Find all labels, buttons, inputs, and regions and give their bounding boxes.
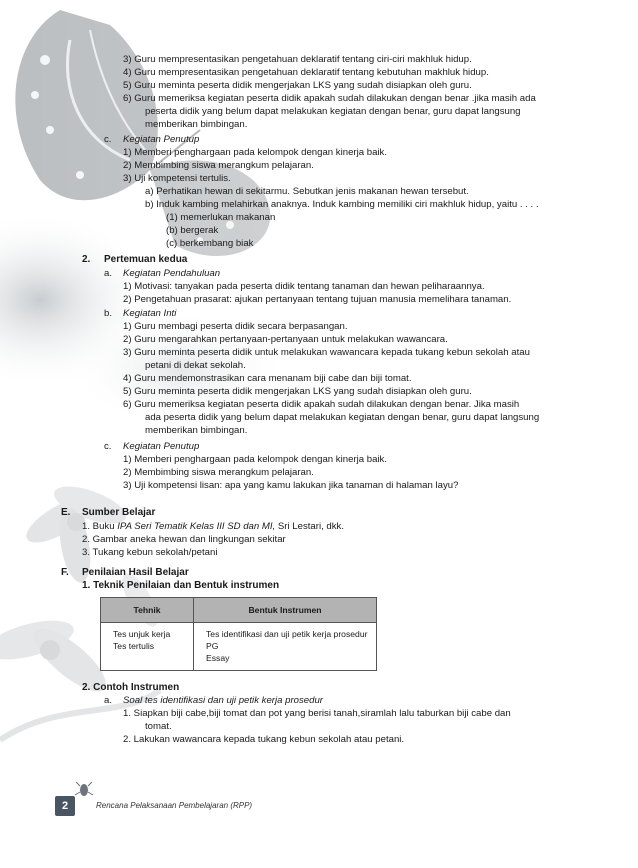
table-cell	[194, 623, 377, 671]
text-line: 2) Membimbing siswa merangkum pelajaran.	[123, 160, 314, 171]
list-marker: 2.	[82, 254, 91, 265]
text-line: petani di dekat sekolah.	[145, 360, 246, 371]
text-line: 5) Guru meminta peserta didik mengerjakan LKS yang sudah disiapkan oleh guru.	[123, 386, 472, 397]
section-heading: Kegiatan Pendahuluan	[123, 268, 221, 279]
text-line: ada peserta didik yang belum dapat melakukan kegiatan dengan benar, guru dapat langsung	[145, 412, 540, 423]
table-cell	[101, 623, 194, 671]
section-heading: Penilaian Hasil Belajar	[82, 567, 189, 578]
text-line: 2) Pengetahuan prasarat: ajukan pertanyaan tentang tujuan manusia memelihara tanaman.	[123, 294, 512, 305]
list-marker: F.	[61, 567, 69, 578]
list-marker: a.	[104, 268, 113, 279]
text-line: 2) Guru mengarahkan pertanyaan-pertanyaan untuk melakukan wawancara.	[123, 334, 448, 345]
list-marker: E.	[61, 507, 71, 518]
text-line: memberikan bimbingan.	[145, 425, 248, 436]
text-line: b) Induk kambing melahirkan anaknya. Induk kambing memiliki ciri makhluk hidup, yaitu . . . .	[145, 199, 539, 210]
section-heading: Pertemuan kedua	[104, 254, 188, 265]
text-line: 2. Gambar aneka hewan dan lingkungan sekitar	[82, 534, 286, 545]
text-line: 3) Guru meminta peserta didik untuk melakukan wawancara kepada tukang kebun sekolah atau	[123, 347, 530, 358]
cell-line: PG	[206, 641, 219, 651]
cell-line: Tes tertulis	[113, 641, 155, 651]
section-heading: Kegiatan Penutup	[123, 134, 200, 145]
text-line: 1. Buku	[82, 521, 115, 532]
table-header: Bentuk Instrumen	[194, 598, 377, 623]
assessment-table	[100, 597, 377, 671]
text-line: 2) Membimbing siswa merangkum pelajaran.	[123, 467, 314, 478]
section-heading: Kegiatan Inti	[123, 308, 177, 319]
text-line: (b) bergerak	[166, 225, 219, 236]
list-marker: b.	[104, 308, 113, 319]
text-line: 1) Motivasi: tanyakan pada peserta didik tentang tanaman dan hewan peliharaannya.	[123, 281, 485, 292]
page-number: 2	[55, 796, 75, 816]
text-line: 4) Guru mendemonstrasikan cara menanam biji cabe dan biji tomat.	[123, 373, 412, 384]
text-line	[82, 521, 344, 533]
text-line: tomat.	[145, 721, 172, 732]
text-line: 3. Tukang kebun sekolah/petani	[82, 547, 218, 558]
cell-line: Tes identifikasi dan uji petik kerja prosedur	[206, 629, 368, 639]
list-marker: a.	[104, 695, 113, 706]
text-line: 6) Guru memeriksa kegiatan peserta didik apakah sudah dilakukan dengan benar .jika masih ada	[123, 93, 536, 104]
text-line: (1) memerlukan makanan	[166, 212, 276, 223]
text-line: 5) Guru meminta peserta didik mengerjakan LKS yang sudah disiapkan oleh guru.	[123, 80, 472, 91]
text-line: memberikan bimbingan.	[145, 119, 248, 130]
cell-line: Tes unjuk kerja	[113, 629, 171, 639]
section-heading: 1. Teknik Penilaian dan Bentuk instrumen	[82, 580, 280, 591]
text-line: 3) Uji kompetensi lisan: apa yang kamu lakukan jika tanaman di halaman layu?	[123, 480, 459, 491]
book-title: IPA Seri Tematik Kelas III SD dan MI,	[117, 521, 276, 532]
text-line: 1) Memberi penghargaan pada kelompok dengan kinerja baik.	[123, 454, 387, 465]
text-line: (c) berkembang biak	[166, 238, 254, 249]
section-heading: Kegiatan Penutup	[123, 441, 200, 452]
text-line: a) Perhatikan hewan di sekitarmu. Sebutkan jenis makanan hewan tersebut.	[145, 186, 469, 197]
text-line: peserta didik yang belum dapat melakukan kegiatan dengan benar, guru dapat langsung	[145, 106, 521, 117]
table-header: Tehnik	[101, 598, 194, 623]
text-line: 1. Siapkan biji cabe,biji tomat dan pot yang berisi tanah,siramlah lalu taburkan biji cabe dan	[123, 708, 511, 719]
section-heading: Soal tes identifikasi dan uji petik kerja prosedur	[123, 695, 323, 706]
text-line: 2. Lakukan wawancara kepada tukang kebun sekolah atau petani.	[123, 734, 405, 745]
text-line: 4) Guru mempresentasikan pengetahuan deklaratif tentang kebutuhan makhluk hidup.	[123, 67, 489, 78]
text-line: 3) Guru mempresentasikan pengetahuan deklaratif tentang ciri-ciri makhluk hidup.	[123, 54, 472, 65]
table-header-row	[101, 598, 377, 623]
list-marker: c.	[104, 134, 112, 145]
section-heading: Sumber Belajar	[82, 507, 156, 518]
text-line: 3) Uji kompetensi tertulis.	[123, 173, 231, 184]
text-line: 1) Memberi penghargaan pada kelompok dengan kinerja baik.	[123, 147, 387, 158]
cell-line: Essay	[206, 653, 230, 663]
text-line: 6) Guru memeriksa kegiatan peserta didik apakah sudah dilakukan dengan benar. Jika masih	[123, 399, 520, 410]
footer-title: Rencana Pelaksanaan Pembelajaran (RPP)	[96, 801, 253, 810]
list-marker: c.	[104, 441, 112, 452]
book-author: Sri Lestari, dkk.	[277, 521, 345, 532]
table-row	[101, 623, 377, 671]
text-line: 1) Guru membagi peserta didik secara berpasangan.	[123, 321, 348, 332]
section-heading: 2. Contoh Instrumen	[82, 682, 180, 693]
